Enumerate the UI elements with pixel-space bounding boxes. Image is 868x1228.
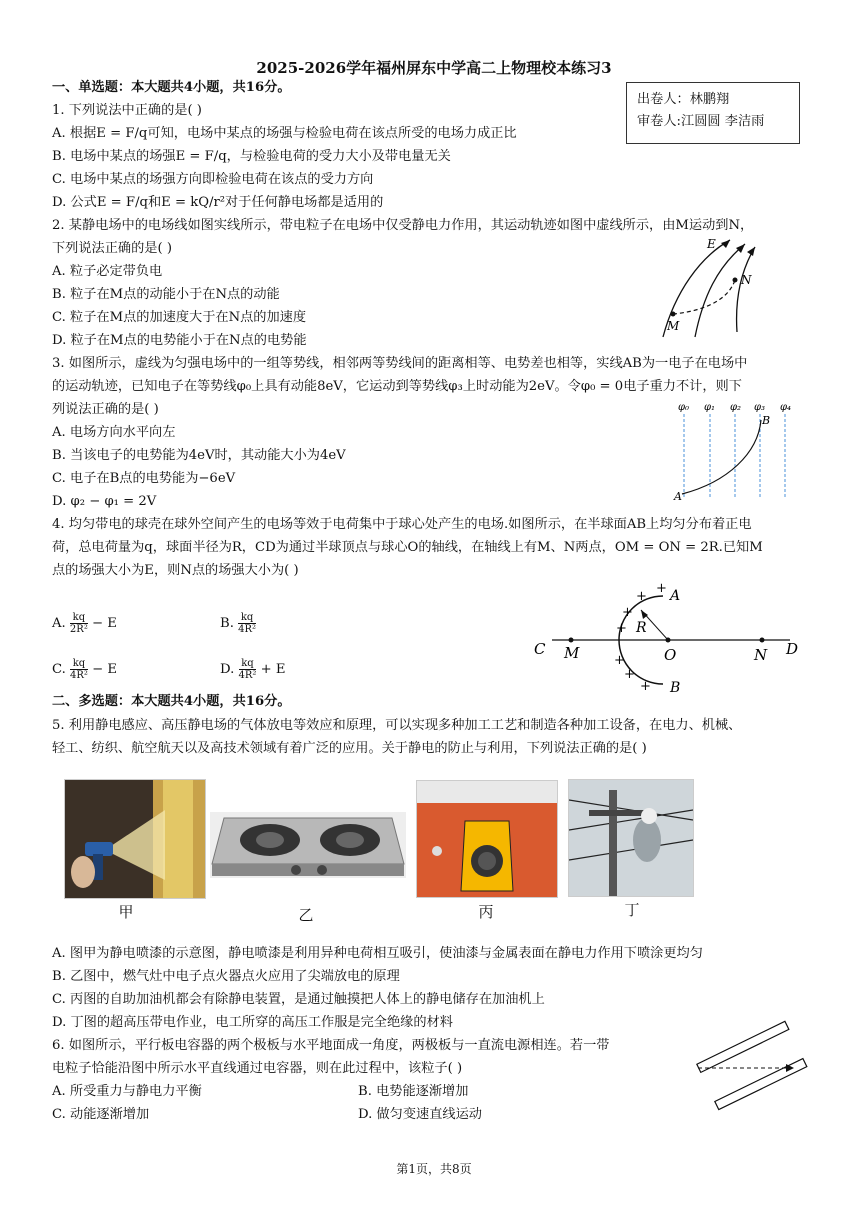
q3-option-d: D. φ₂ − φ₁ = 2V (52, 494, 157, 509)
gas-dispenser-illustration (417, 781, 557, 897)
q2-option-a: A. 粒子必定带负电 (52, 264, 163, 279)
photo-spray-painting (64, 779, 206, 899)
page-footer: 第1页，共8页 (396, 1162, 472, 1176)
live-line-work-illustration (569, 780, 693, 896)
label-n: N (741, 273, 752, 287)
label-phi4: φ₄ (780, 402, 792, 413)
q6-option-c: C. 动能逐渐增加 (52, 1107, 150, 1122)
q4-b-fraction: $\frac{kq}{\text{4R²}}$ (238, 612, 256, 635)
q5-option-d: D. 丁图的超高压带电作业，电工所穿的高压工作服是完全绝缘的材料 (52, 1015, 453, 1030)
label-e: E (707, 237, 716, 251)
q4-option-c: C. $\frac{kq}{\text{4R²}}$ − E (52, 658, 117, 681)
section-1-heading: 一、单选题：本大题共4小题，共16分。 (52, 80, 291, 95)
label-b: B (762, 414, 771, 427)
label-m: M (564, 644, 580, 662)
label-phi2: φ₂ (730, 402, 742, 413)
trajectory (673, 280, 735, 314)
q6-stem-2: 电粒子恰能沿图中所示水平直线通过电容器，则在此过程中，该粒子( ) (52, 1061, 463, 1076)
point-m (569, 638, 574, 643)
point-o (666, 638, 671, 643)
q3-figure (668, 398, 808, 508)
q5-option-b: B. 乙图中，燃气灶中电子点火器点火应用了尖端放电的原理 (52, 969, 400, 984)
authors-box (626, 82, 800, 144)
plus-5: + (614, 653, 625, 668)
plus-2: + (636, 589, 647, 604)
point-m (671, 312, 676, 317)
label-d: D (786, 640, 799, 658)
q4-d-fraction: $\frac{kq}{\text{4R²}}$ (238, 658, 257, 681)
q2-figure (655, 232, 785, 342)
photo-live-line-work (568, 779, 694, 897)
q6-stem-1: 6. 如图所示，平行板电容器的两个极板与水平地面成一角度，两极板与一直流电源相连。若一带 (52, 1038, 610, 1053)
label-r: R (636, 620, 647, 636)
field-line-2 (695, 244, 745, 337)
q4-stem-3: 点的场强大小为E，则N点的场强大小为( ) (52, 563, 299, 578)
gas-stove-illustration (210, 812, 406, 878)
q4-option-a: A. $\frac{kq}{\text{2R²}}$ − E (52, 612, 117, 635)
photo-gas-dispenser (416, 780, 558, 898)
page-title: 2025-2026学年福州屏东中学高二上物理校本练习3 (256, 59, 612, 77)
point-n (733, 278, 738, 283)
q3-stem-2: 的运动轨迹，已知电子在等势线φ₀上具有动能8eV，它运动到等势线φ₃上时动能为2eV。令φ₀ = 0电子重力不计，则下 (52, 379, 742, 394)
label-phi3: φ₃ (754, 402, 766, 413)
q6-figure (678, 1012, 808, 1122)
q2-stem-1: 2. 某静电场中的电场线如图实线所示，带电粒子在电场中仅受静电力作用，其运动轨迹如图中虚线所示，由M运动到N， (52, 218, 754, 233)
caption-jia: 甲 (118, 903, 134, 921)
arrow-3 (747, 247, 755, 256)
q4-a-fraction: $\frac{kq}{\text{2R²}}$ (69, 612, 88, 635)
label-a: A (674, 490, 682, 503)
q6-option-a: A. 所受重力与静电力平衡 (52, 1084, 202, 1099)
q3-option-b: B. 当该电子的电势能为4eV时，其动能大小为4eV (52, 448, 346, 463)
label-b: B (670, 680, 681, 696)
q3-stem-1: 3. 如图所示，虚线为匀强电场中的一组等势线，相邻两等势线间的距离相等、电势差也相等，实线AB为一电子在电场中 (52, 356, 748, 371)
q1-option-c: C. 电场中某点的场强方向即检验电荷在该点的受力方向 (52, 172, 374, 187)
q2-option-b: B. 粒子在M点的动能小于在N点的动能 (52, 287, 280, 302)
q6-option-b: B. 电势能逐渐增加 (358, 1084, 469, 1099)
q1-option-d: D. 公式E = F/q和E = kQ/r²对于任何静电场都是适用的 (52, 195, 384, 210)
q4-stem-1: 4. 均匀带电的球壳在球外空间产生的电场等效于电荷集中于球心处产生的电场.如图所示，在半球面AB上均匀分布着正电 (52, 517, 752, 532)
plus-6: + (624, 667, 635, 682)
q3-stem-3: 列说法正确的是( ) (52, 402, 159, 417)
trajectory-ab (682, 420, 761, 494)
label-m: M (667, 319, 680, 333)
label-phi0: φ₀ (678, 402, 690, 413)
q4-figure (528, 580, 808, 700)
q5-stem-1: 5. 利用静电感应、高压静电场的气体放电等效应和原理，可以实现多种加工工艺和制造各种加工设备，在电力、机械、 (52, 718, 742, 733)
plus-7: + (640, 679, 651, 694)
arrow-1 (721, 240, 730, 248)
q3-option-c: C. 电子在B点的电势能为−6eV (52, 471, 236, 486)
q4-c-fraction: $\frac{kq}{\text{4R²}}$ (70, 658, 88, 681)
caption-bing: 丙 (478, 903, 494, 921)
q4-option-b: B. $\frac{kq}{\text{4R²}}$ (220, 612, 256, 635)
label-phi1: φ₁ (704, 402, 716, 413)
lower-plate (715, 1059, 807, 1110)
photo-gas-stove (210, 812, 406, 878)
section-2-heading: 二、多选题：本大题共4小题，共16分。 (52, 694, 291, 709)
radius-arrow (641, 610, 648, 619)
q5-stem-2: 轻工、纺织、航空航天以及高技术领域有着广泛的应用。关于静电的防止与利用，下列说法正确的是( ) (52, 741, 647, 756)
label-c: C (534, 640, 546, 658)
plus-3: + (622, 605, 633, 620)
q1-option-a: A. 根据E = F/q可知，电场中某点的场强与检验电荷在该点所受的电场力成正比 (52, 126, 517, 141)
q5-option-c: C. 丙图的自助加油机都会有除静电装置，是通过触摸把人体上的静电储存在加油机上 (52, 992, 545, 1007)
q6-option-d: D. 做匀变速直线运动 (358, 1107, 482, 1122)
spray-painting-illustration (65, 780, 205, 898)
point-n (760, 638, 765, 643)
caption-ding: 丁 (624, 901, 640, 919)
q4-stem-2: 荷，总电荷量为q，球面半径为R，CD为通过半球顶点与球心O的轴线，在轴线上有M、N两点，OM = ON = 2R.已知M (52, 540, 763, 555)
q1-option-b: B. 电场中某点的场强E = F/q，与检验电荷的受力大小及带电量无关 (52, 149, 451, 164)
label-n: N (754, 646, 768, 664)
plus-4: + (616, 621, 627, 636)
q3-option-a: A. 电场方向水平向左 (52, 425, 176, 440)
reviewer: 审卷人:江圆圆 李洁雨 (637, 114, 765, 129)
plus-1: + (656, 581, 667, 596)
setter: 出卷人：林鹏翔 (637, 92, 730, 107)
q2-option-c: C. 粒子在M点的加速度大于在N点的加速度 (52, 310, 307, 325)
q1-stem: 1. 下列说法中正确的是( ) (52, 103, 202, 118)
upper-plate (697, 1021, 789, 1072)
q2-stem-2: 下列说法正确的是( ) (52, 241, 172, 256)
label-o: O (664, 646, 677, 664)
label-a: A (670, 588, 681, 604)
field-line-3 (737, 247, 755, 332)
q4-option-d: D. $\frac{kq}{\text{4R²}}$ + E (220, 658, 286, 681)
q2-option-d: D. 粒子在M点的电势能小于在N点的电势能 (52, 333, 307, 348)
caption-yi: 乙 (298, 906, 314, 924)
q5-option-a: A. 图甲为静电喷漆的示意图，静电喷漆是利用异种电荷相互吸引，使油漆与金属表面在静电力作用下喷涂更均匀 (52, 946, 703, 961)
